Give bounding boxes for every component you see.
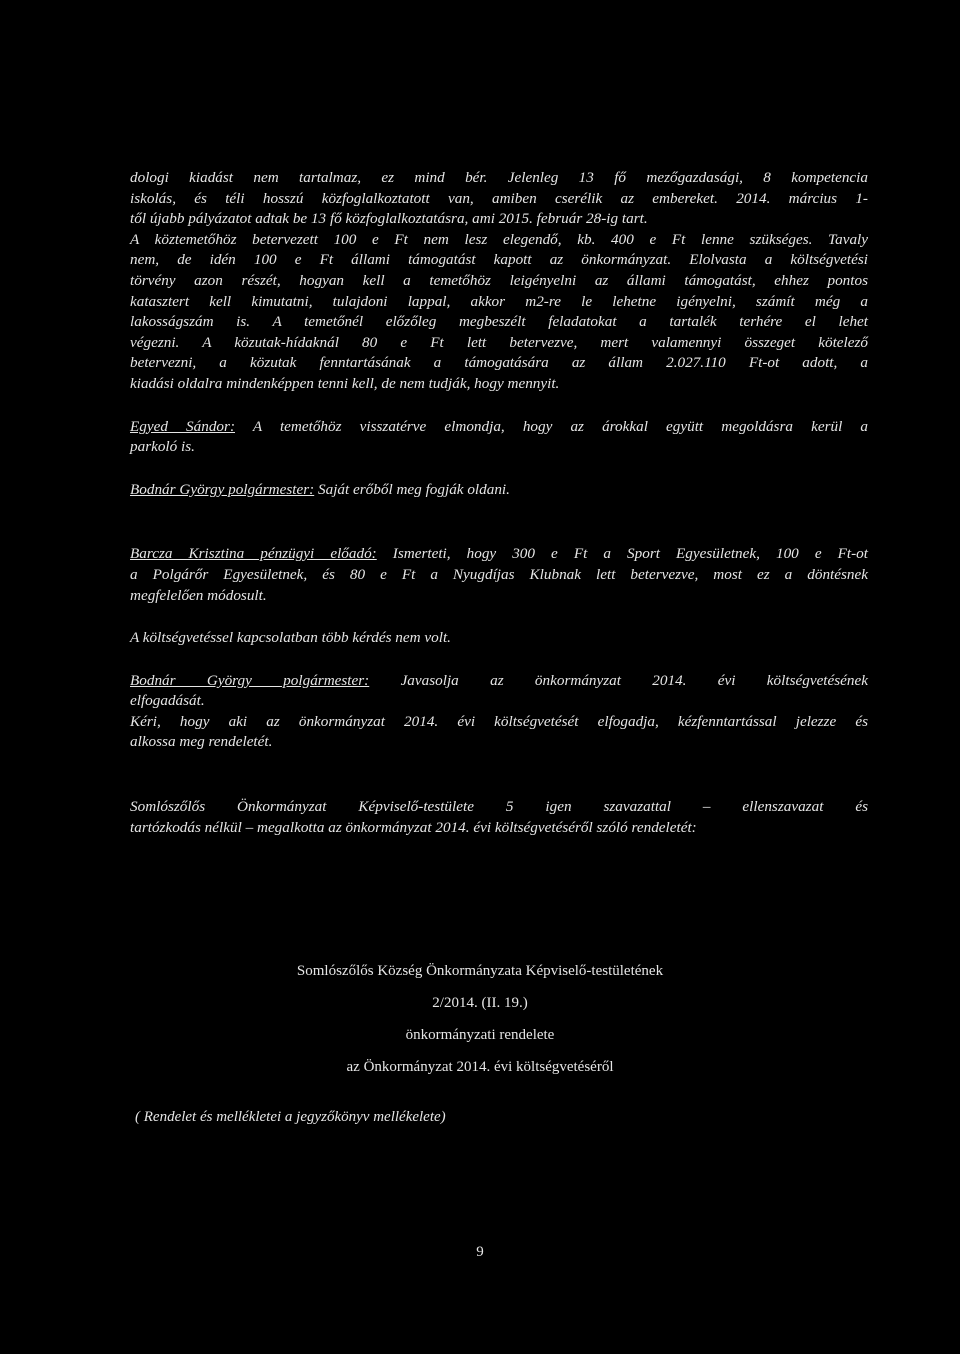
text-line: Somlószőlős Önkormányzat Képviselő-testülete 5 igen szavazattal – ellenszavazat és <box>130 798 868 816</box>
text-line: A költségvetéssel kapcsolatban több kérdés nem volt. <box>130 629 451 647</box>
page-number: 9 <box>476 1244 484 1260</box>
speech-text: Saját erőből meg fogják oldani. <box>314 480 510 498</box>
text-line <box>130 480 868 501</box>
paragraph-no-questions <box>130 628 868 649</box>
text-line: A köztemetőhöz betervezett 100 e Ft nem lesz elegendő, kb. 400 e Ft lenne szükséges. Tavaly <box>130 230 868 248</box>
speaker-name: Barcza Krisztina pénzügyi előadó: <box>130 545 377 563</box>
text-line: tartózkodás nélkül – megalkotta az önkormányzat 2014. évi költségvetéséről szóló rendeletét: <box>130 818 697 836</box>
decree-title: Somlószőlős Község Önkormányzata Képviselő-testületének <box>296 963 664 979</box>
text-line: megfelelően módosult. <box>130 586 267 604</box>
speech-text: Ismerteti, hogy 300 e Ft a Sport Egyesületnek, 100 e Ft-ot <box>376 545 868 563</box>
text-line: katasztert kell kimutatni, tulajdoni lappal, akkor m2-re le lehetne igényelni, számít még a <box>130 292 868 310</box>
text-line: alkossa meg rendeletét. <box>130 733 273 751</box>
text-line: törvény azon részét, hogyan kell a temetőhöz leigényelni az állami támogatást, ehhez pontos <box>130 271 868 289</box>
text-line: dologi kiadást nem tartalmaz, ez mind bér. Jelenleg 13 fő mezőgazdasági, 8 kompetencia <box>130 169 868 186</box>
attachment-note: ( Rendelet és mellékletei a jegyzőkönyv mellékelete) <box>135 1109 446 1125</box>
paragraph-budget-details <box>130 168 868 395</box>
text-line: Kéri, hogy aki az önkormányzat 2014. évi költségvetését elfogadja, kézfenntartással jelezze és <box>130 712 868 730</box>
speech-text: Javasolja az önkormányzat 2014. évi költségvetésének <box>369 671 868 689</box>
paragraph-mayor-1 <box>130 480 868 501</box>
text-line: től újabb pályázatot adtak be 13 fő közfoglalkoztatásra, ami 2015. február 28-ig tart. <box>130 210 648 228</box>
text-line: kiadási oldalra mindenképpen tenni kell, de nem tudják, hogy mennyit. <box>130 374 560 392</box>
speaker-name: Egyed Sándor: <box>130 417 235 435</box>
paragraph-finance-officer <box>130 544 868 606</box>
text-line: végezni. A közutak-hídaknál 80 e Ft lett betervezve, mert valamennyi összeget kötelező <box>130 333 868 351</box>
text-line: elfogadását. <box>130 692 205 710</box>
text-line: a Polgárőr Egyesületnek, és 80 e Ft a Nyugdíjas Klubnak lett betervezve, most ez a döntésnek <box>130 565 868 583</box>
text-line: lakosságszám is. A temetőnél előzőleg megbeszélt feladatokat a tartalék terhére el lehet <box>130 313 868 331</box>
decree-type: önkormányzati rendelete <box>405 1027 555 1043</box>
text-line <box>130 417 868 438</box>
text-line: iskolás, és téli hosszú közfoglalkoztatott van, amiben cserélik az embereket. 2014. március 1- <box>130 189 868 207</box>
text-line <box>130 671 868 692</box>
decree-number: 2/2014. (II. 19.) <box>432 995 528 1011</box>
paragraph-egyed-sandor <box>130 417 868 458</box>
speaker-name: Bodnár György polgármester: <box>130 480 315 498</box>
decree-heading <box>0 955 960 1083</box>
speaker-name: Bodnár György polgármester: <box>130 671 370 689</box>
speech-text: A temetőhöz visszatérve elmondja, hogy az árokkal együtt megoldásra kerül a <box>235 417 868 435</box>
document-body <box>130 168 868 838</box>
paragraph-resolution <box>130 797 868 838</box>
text-line <box>130 544 868 565</box>
decree-subject: az Önkormányzat 2014. évi költségvetéséről <box>346 1059 614 1075</box>
text-line: nem, de idén 100 e Ft állami támogatást kapott az önkormányzat. Elolvasta a költségvetési <box>130 251 868 269</box>
text-line: betervezni, a közutak fenntartásának a támogatására az állam 2.027.110 Ft-ot adott, a <box>130 354 868 372</box>
paragraph-mayor-2 <box>130 671 868 753</box>
text-line: parkoló is. <box>130 438 195 456</box>
